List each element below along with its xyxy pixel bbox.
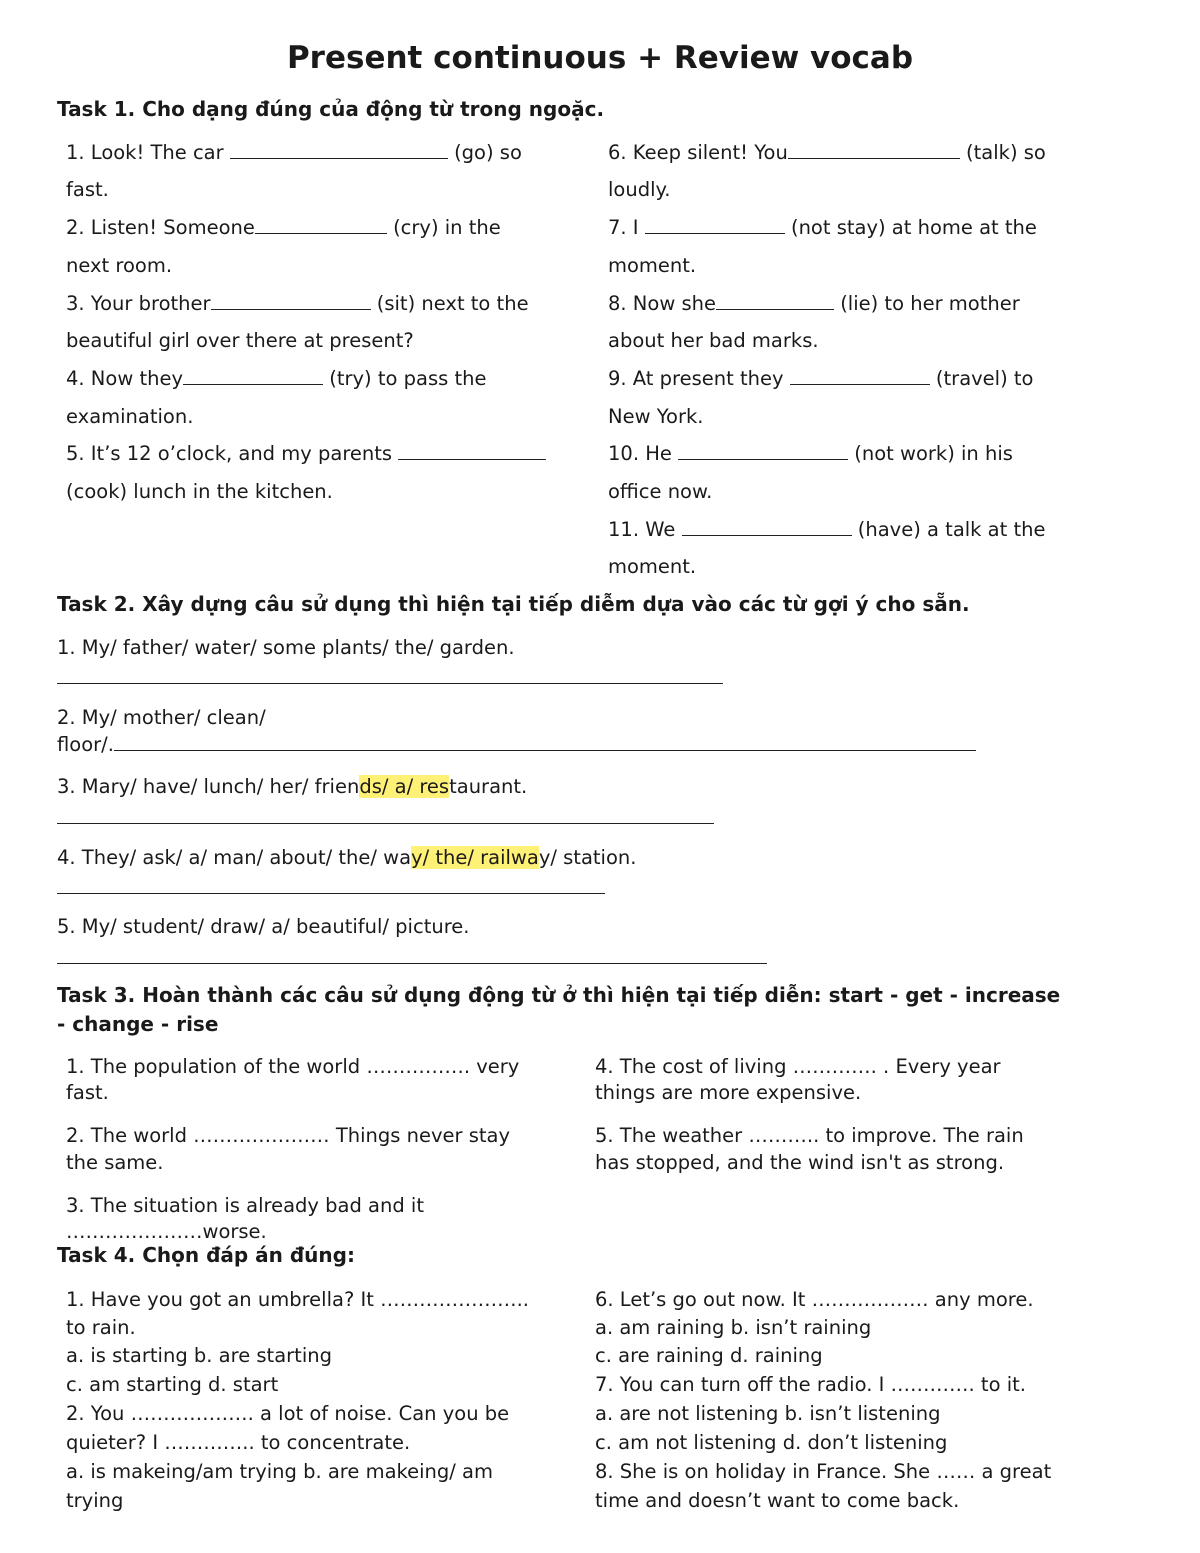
task4-right-line: a. am raining b. isn’t raining	[595, 1316, 872, 1339]
task1-q1: 1. Look! The car (go) so	[66, 141, 522, 164]
task2-s1: 1. My/ father/ water/ some plants/ the/ garden.	[57, 636, 515, 659]
task4-left-line: 1. Have you got an umbrella? It …………………..	[66, 1288, 529, 1311]
task4-right-line: c. are raining d. raining	[595, 1344, 823, 1367]
answer-blank[interactable]	[398, 442, 546, 460]
task4-heading: Task 4. Chọn đáp án đúng:	[57, 1243, 355, 1267]
task4-right-line: time and doesn’t want to come back.	[595, 1489, 960, 1512]
task4-left-line: c. am starting d. start	[66, 1373, 279, 1396]
task1-q7: 7. I (not stay) at home at the	[608, 216, 1037, 239]
answer-blank[interactable]	[790, 367, 930, 385]
task4-left-line: a. is makeing/am trying b. are makeing/ am	[66, 1460, 494, 1483]
task2-s2-cont: floor/.	[57, 733, 976, 756]
task1-q9: 9. At present they (travel) to	[608, 367, 1034, 390]
task2-s4: 4. They/ ask/ a/ man/ about/ the/ way/ the/ railway/ station.	[57, 846, 637, 869]
answer-blank[interactable]	[183, 367, 323, 385]
task1-q10: 10. He (not work) in his	[608, 442, 1013, 465]
task3-q3: 3. The situation is already bad and it	[66, 1194, 424, 1217]
answer-line[interactable]	[57, 823, 714, 824]
page-title: Present continuous + Review vocab	[286, 40, 914, 76]
answer-blank[interactable]	[716, 292, 834, 310]
task4-left-line: trying	[66, 1489, 124, 1512]
answer-line[interactable]	[57, 893, 605, 894]
task1-q11-cont: moment.	[608, 555, 697, 578]
task3-q1-cont: fast.	[66, 1081, 109, 1104]
task3-q1: 1. The population of the world ……………. very	[66, 1055, 520, 1078]
task1-q11: 11. We (have) a talk at the	[608, 518, 1046, 541]
answer-blank[interactable]	[682, 518, 852, 536]
answer-blank[interactable]	[678, 442, 848, 460]
task3-heading: Task 3. Hoàn thành các câu sử dụng động từ ở thì hiện tại tiếp diễn: start - get - increase	[57, 983, 1061, 1007]
task3-q5: 5. The weather ……….. to improve. The rain	[595, 1124, 1024, 1147]
task1-q6-cont: loudly.	[608, 178, 671, 201]
task4-right-line: 6. Let’s go out now. It ……………… any more.	[595, 1288, 1034, 1311]
highlighted-text: ds/ a/ res	[359, 775, 450, 798]
answer-blank[interactable]	[114, 733, 976, 751]
answer-blank[interactable]	[211, 292, 371, 310]
task1-q7-cont: moment.	[608, 254, 697, 277]
task1-q8: 8. Now she (lie) to her mother	[608, 292, 1020, 315]
task3-q3-cont: …………………worse.	[66, 1220, 267, 1243]
task4-left-line: to rain.	[66, 1316, 136, 1339]
task2-heading: Task 2. Xây dựng câu sử dụng thì hiện tại tiếp diễm dựa vào các từ gợi ý cho sẵn.	[57, 592, 970, 616]
task3-q5-cont: has stopped, and the wind isn't as strong.	[595, 1151, 1005, 1174]
task1-q10-cont: office now.	[608, 480, 713, 503]
task4-left-line: a. is starting b. are starting	[66, 1344, 332, 1367]
task1-heading: Task 1. Cho dạng đúng của động từ trong ngoặc.	[57, 97, 605, 121]
task3-q4: 4. The cost of living …………. . Every year	[595, 1055, 1001, 1078]
task3-q2-cont: the same.	[66, 1151, 164, 1174]
task4-left-line: quieter? I ………….. to concentrate.	[66, 1431, 411, 1454]
task1-q1-cont: fast.	[66, 178, 109, 201]
task4-right-line: 8. She is on holiday in France. She …… a great	[595, 1460, 1052, 1483]
task4-right-line: 7. You can turn off the radio. I …………. to it.	[595, 1373, 1026, 1396]
highlighted-text: y/ the/ railwa	[411, 846, 539, 869]
task1-q5-cont: (cook) lunch in the kitchen.	[66, 480, 333, 503]
task4-right-line: a. are not listening b. isn’t listening	[595, 1402, 941, 1425]
task1-q2-cont: next room.	[66, 254, 173, 277]
task2-s2: 2. My/ mother/ clean/	[57, 706, 266, 729]
answer-line[interactable]	[57, 963, 767, 964]
task1-q5: 5. It’s 12 o’clock, and my parents	[66, 442, 546, 465]
task1-q4-cont: examination.	[66, 405, 194, 428]
task3-q4-cont: things are more expensive.	[595, 1081, 862, 1104]
task1-q4: 4. Now they (try) to pass the	[66, 367, 487, 390]
answer-blank[interactable]	[230, 141, 448, 159]
task2-s5: 5. My/ student/ draw/ a/ beautiful/ picture.	[57, 915, 470, 938]
task3-heading-cont: - change - rise	[57, 1012, 219, 1036]
answer-blank[interactable]	[255, 216, 387, 234]
task1-q8-cont: about her bad marks.	[608, 329, 819, 352]
task1-q6: 6. Keep silent! You (talk) so	[608, 141, 1046, 164]
answer-blank[interactable]	[645, 216, 785, 234]
answer-line[interactable]	[57, 683, 723, 684]
answer-blank[interactable]	[788, 141, 960, 159]
task3-q2: 2. The world ………………… Things never stay	[66, 1124, 511, 1147]
task2-s3: 3. Mary/ have/ lunch/ her/ friends/ a/ restaurant.	[57, 775, 528, 798]
task1-q9-cont: New York.	[608, 405, 704, 428]
task1-q3-cont: beautiful girl over there at present?	[66, 329, 414, 352]
task4-left-line: 2. You ………………. a lot of noise. Can you be	[66, 1402, 510, 1425]
task1-q3: 3. Your brother (sit) next to the	[66, 292, 529, 315]
task4-right-line: c. am not listening d. don’t listening	[595, 1431, 948, 1454]
task1-q2: 2. Listen! Someone (cry) in the	[66, 216, 501, 239]
